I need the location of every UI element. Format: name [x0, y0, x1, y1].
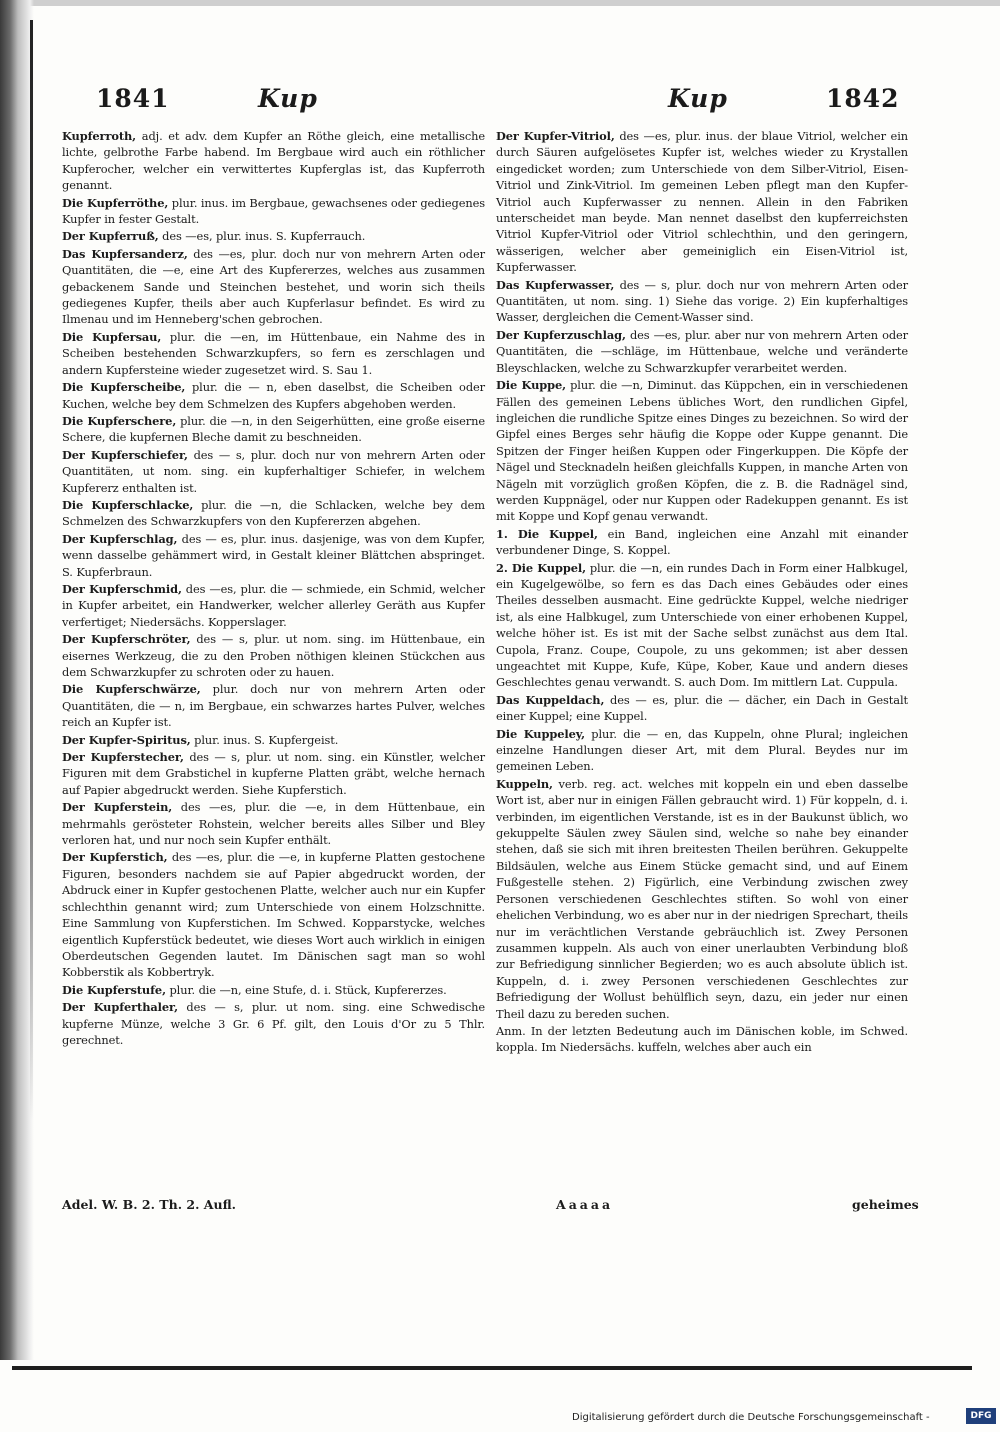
entry-headword: Die Kupfersau, — [62, 329, 162, 344]
entry-text: des — s, plur. doch nur von mehrern Arten oder Quantitäten, ut nom. sing. ein kupferhaltiger Schiefer, in welchem Kupfererz enthalten ist. — [62, 447, 485, 495]
dictionary-entry — [62, 447, 485, 496]
entry-text: plur. die —n, in den Seigerhütten, eine große eiserne Schere, die kupfernen Bleche damit zu beschneiden. — [62, 413, 485, 445]
scan-top-edge — [0, 0, 1000, 6]
dictionary-entry — [496, 692, 908, 725]
dictionary-entry — [62, 749, 485, 798]
entry-text: Anm. In der letzten Bedeutung auch im Dänischen koble, im Schwed. koppla. Im Niedersächs. kuffeln, welches aber auch ein — [496, 1023, 908, 1055]
entry-text: plur. die —n, eine Stufe, d. i. Stück, Kupfererzes. — [169, 982, 447, 997]
entry-text: des — s, plur. ut nom. sing. ein Künstler, welcher Figuren mit dem Grabstichel in kupferne Platten gräbt, welche hernach auf Papier abgedruckt werden. Siehe Kupferstich. — [62, 750, 486, 797]
entry-text: des — s, plur. doch nur von mehrern Arten oder Quantitäten, ut nom. sing. 1) Siehe das vorige. 2) Ein kupferhaltiges Wasser, dergleichen die Cement-Wasser sind. — [496, 277, 908, 325]
dictionary-entry — [496, 1023, 908, 1056]
scan-bottom-edge — [12, 1366, 972, 1370]
entry-text: verb. reg. act. welches mit koppeln ein und eben dasselbe Wort ist, aber nur in einigen Fällen gebraucht wird. 1) Für koppeln, d. i. verbinden, im eigentlichen Verstande, ist es in der Baukunst üblich, wo gekuppelte Säulen zwey Säulen sind, welche so nahe bey einander stehen, daß sie sich mit ihren breitesten Theilen berühren. Gekuppelte Bildsäulen, welche aus Einem Stücke gemacht sind, und auf Einem Fußgestelle stehen. 2) Figürlich, eine Verbindung zwischen zwey Personen verschiedenen Geschlechtes stiften. So wohl von einer ehelichen Verbindung, wo es aber nur in der niedrigen Sprechart, theils nur im verächtlichen Verstande gebräuchlich ist. Zwey Personen zusammen kuppeln. Als auch von einer unerlaubten Verbindung bloß zur Befriedigung sinnlicher Begierden; wo es auch absolute üblich ist. Kuppeln, d. i. zwey Personen verschiedenen Geschlechtes zur Befriedigung der Wollust behülflich seyn, dazu, ein jeder nur einen Theil dazu zu bereden suchen. — [496, 776, 908, 1021]
dictionary-entry — [62, 982, 485, 998]
left-column — [62, 128, 485, 1049]
dictionary-entry — [62, 732, 485, 748]
entry-headword: Kuppeln, — [496, 776, 553, 791]
entry-text: des — s, plur. ut nom. sing. eine Schwedische kupferne Münze, welche 3 Gr. 6 Pf. gilt, den Louis d'Or zu 5 Thlr. gerechnet. — [62, 1000, 485, 1047]
entry-headword: Die Kupferröthe, — [62, 195, 169, 210]
entry-headword: Der Kupferruß, — [62, 229, 159, 244]
entry-headword: Kupferroth, — [62, 129, 137, 143]
entry-text: adj. et adv. dem Kupfer an Röthe gleich, eine metallische lichte, gelbrothe Farbe habend. Im Bergbaue wird auch ein röthlicher Kupferocher, welcher ein verwittertes Kupferglas ist, das Kupferroth genannt. — [62, 129, 485, 193]
entry-headword: Die Kupferstufe, — [62, 982, 166, 997]
entry-headword: 1. Die Kuppel, — [496, 526, 598, 541]
running-head-right: Kup — [668, 84, 728, 113]
dictionary-entry — [496, 526, 908, 559]
right-column — [496, 128, 908, 1057]
entry-text: plur. doch nur von mehrern Arten oder Quantitäten, die — n, im Bergbaue, ein schwarzes hartes Pulver, welches reich an Kupfer ist. — [62, 682, 485, 730]
dictionary-entry — [62, 246, 485, 328]
page-number-right: 1842 — [826, 84, 900, 113]
dictionary-entry — [496, 327, 908, 376]
entry-headword: Die Kupferscheibe, — [62, 380, 186, 395]
entry-text: des —es, plur. die —e, in dem Hüttenbaue, ein mehrmahls gerösteter Rohstein, welcher bereits alles Silber und Bley verloren hat, und nur noch sein Kupfer enthält. — [62, 800, 485, 848]
entry-headword: Der Kupferstich, — [62, 850, 168, 865]
entry-text: des — es, plur. inus. dasjenige, was von dem Kupfer, wenn dasselbe gehämmert wird, in Gestalt kleiner Blättchen abspringet. S. Kupferbraun. — [62, 531, 485, 579]
entry-headword: Der Kupferschlag, — [62, 531, 178, 546]
entry-text: des —es, plur. inus. S. Kupferrauch. — [162, 229, 366, 244]
entry-headword: Der Kupferschiefer, — [62, 447, 188, 462]
entry-text: des — s, plur. ut nom. sing. im Hüttenbaue, ein eisernes Werkzeug, die zu den Proben nöthigen kleinen Stückchen aus dem Schwarzkupfer zu schroten oder zu hauen. — [62, 632, 485, 679]
entry-headword: Die Kupferschere, — [62, 413, 177, 428]
entry-headword: Der Kupferstein, — [62, 800, 173, 815]
dictionary-entry — [62, 379, 485, 412]
entry-headword: Die Kuppe, — [496, 378, 567, 393]
entry-text: des —es, plur. die — schmiede, ein Schmid, welcher in Kupfer arbeitet, ein Handwerker, welcher allerley Geräth aus Kupfer verfertiget; Niedersächs. Kopperslager. — [62, 581, 485, 629]
entry-text: plur. die — en, das Kuppeln, ohne Plural; ingleichen einzelne Handlungen dieser Art, mit dem Plural. Beydes nur im gemeinen Leben. — [496, 726, 908, 774]
dictionary-entry — [496, 277, 908, 326]
entry-text: des — es, plur. die — dächer, ein Dach in Gestalt einer Kuppel; eine Kuppel. — [496, 692, 908, 724]
entry-headword: Der Kupferschmid, — [62, 581, 182, 596]
entry-text: plur. die —n, Diminut. das Küppchen, ein in verschiedenen Fällen des gemeinen Lebens übliches Wort, den rundlichen Gipfel, ingleichen die rundliche Spitze eines Dinges zu bezeichnen. So wird der Gipfel eines Berges sehr häufig die Koppe oder Kuppe genannt. Die Spitzen der Finger heißen Kuppen oder Fingerkuppen. Die Köpfe der Nägel und Stecknadeln heißen gleichfalls Kuppen, in manche Arten von Nägeln mit vorzüglich großen Köpfen, die z. B. die Radnägel sind, werden Kuppnägel, oder nur Kuppen oder Radekuppen genannt. Es ist mit Koppe und Kopf genau verwandt. — [496, 378, 908, 524]
dictionary-entry — [496, 776, 908, 1022]
entry-headword: Der Kupferstecher, — [62, 750, 184, 765]
running-head-left: Kup — [258, 84, 318, 113]
dictionary-entry — [62, 849, 485, 980]
dictionary-entry — [62, 329, 485, 378]
page-number-left: 1841 — [96, 84, 170, 113]
entry-text: plur. inus. S. Kupfergeist. — [194, 732, 339, 747]
entry-text: plur. die —n, ein rundes Dach in Form einer Halbkugel, ein Kugelgewölbe, so fern es das Dach eines Gebäudes oder eines Theiles desselben ausmacht. Eine gedrückte Kuppel, welche niedriger ist, als eine Halbkugel, zum Unterschiede von einer erhobenen Kuppel, welche höher ist. Es ist mit der Sache selbst zunächst aus dem Ital. Cupola, Franz. Coupe, Coupole, zu uns gekommen; ist aber dessen ungeachtet mit Kuppe, Kufe, Küpe, Kober, Kaue und andern dieses Geschlechtes genau verwandt. S. auch Dom. Im mittlern Lat. Cuppula. — [496, 560, 908, 690]
entry-text: des —es, plur. die —e, in kupferne Platten gestochene Figuren, besonders nachdem sie auf Papier abgedruckt worden, der Abdruck einer in Kupfer gestochenen Platte, welcher auch nur ein Kupfer schlechthin genannt wird; zum Unterschiede von einem Holzschnitte. Eine Sammlung von Kupferstichen. Im Schwed. Kopparstycke, welches eigentlich Kupferstück bedeutet, wie dieses Wort auch wirklich in einigen Oberdeutschen Gegenden lautet. Im Dänischen sagt man so wohl Kobberstik als Kobbertryk. — [62, 850, 485, 980]
dictionary-entry — [62, 799, 485, 848]
spine-line — [30, 20, 33, 1120]
dictionary-entry — [496, 377, 908, 525]
catchword: geheimes — [852, 1197, 919, 1212]
entry-text: plur. die — n, eben daselbst, die Scheiben oder Kuchen, welche bey dem Schmelzen des Kupfers abgehoben werden. — [62, 380, 485, 411]
entry-text: plur. die —en, im Hüttenbaue, ein Nahme des in Scheiben bestehenden Schwarzkupfers, so fern es zerschlagen und andern Kupfersteine wieder zugesetzet wird. S. Sau 1. — [62, 329, 486, 377]
entry-text: plur. die —n, die Schlacken, welche bey dem Schmelzen des Schwarzkupfers von den Kupfererzen abgehen. — [62, 497, 485, 529]
dictionary-entry — [62, 195, 485, 228]
entry-text: plur. inus. im Bergbaue, gewachsenes oder gediegenes Kupfer in fester Gestalt. — [62, 195, 486, 227]
book-spine-shadow — [0, 0, 34, 1360]
dictionary-entry — [62, 531, 485, 580]
entry-headword: Das Kupfersanderz, — [62, 246, 188, 261]
entry-headword: Die Kupferschlacke, — [62, 497, 194, 512]
dictionary-entry — [62, 128, 485, 194]
entry-headword: Das Kupferwasser, — [496, 277, 615, 292]
entry-headword: Der Kupferzuschlag, — [496, 327, 626, 342]
entry-text: ein Band, ingleichen eine Anzahl mit einander verbundener Dinge, S. Koppel. — [496, 526, 908, 558]
entry-headword: Der Kupferschröter, — [62, 632, 191, 647]
dictionary-entry — [62, 413, 485, 446]
entry-headword: Die Kuppeley, — [496, 726, 586, 741]
entry-text: des —es, plur. inus. der blaue Vitriol, welcher ein durch Säuren aufgelösetes Kupfer ist, welches wieder zu Krystallen eingedicket worden; zum Unterschiede von dem Silber-Vitriol, Eisen-Vitriol und Zink-Vitriol. Im gemeinen Leben pflegt man den Kupfer-Vitriol auch Kupferwasser zu nennen. Allein in den Fabriken unterscheidet man beyde. Man nennet daselbst den kupferreichsten Vitriol Kupfer-Vitriol oder Vitriol schlechthin, und den geringern, wässerigen, welcher aber gemeiniglich ein Eisen-Vitriol ist, Kupferwasser. — [496, 129, 908, 275]
entry-headword: Der Kupferthaler, — [62, 1000, 178, 1015]
entry-headword: Der Kupfer-Spiritus, — [62, 732, 191, 747]
dictionary-entry — [496, 560, 908, 691]
dictionary-entry — [62, 631, 485, 680]
dfg-logo: DFG — [966, 1408, 996, 1424]
entry-text: des —es, plur. aber nur von mehrern Arten oder Quantitäten, die —schläge, im Hüttenbaue, welche und veränderte Bleyschlacken, welche zu Schwarzkupfer verarbeitet werden. — [496, 327, 908, 375]
dictionary-entry — [62, 681, 485, 730]
entry-headword: Die Kupferschwärze, — [62, 682, 201, 697]
dictionary-entry — [62, 581, 485, 630]
dictionary-entry — [62, 999, 485, 1048]
dictionary-entry — [62, 228, 485, 244]
entry-text: des —es, plur. doch nur von mehrern Arten oder Quantitäten, die —e, eine Art des Kupfererzes, welches aus zusammen gebackenem Sande und Steinchen bestehet, und worin sich theils gediegenes Kupfer, theils aber auch Kupferlasur befindet. Es wird zu Ilmenau und im Henneberg'schen gebrochen. — [62, 246, 485, 327]
dictionary-entry — [62, 497, 485, 530]
signature-line: Adel. W. B. 2. Th. 2. Aufl. — [62, 1197, 237, 1212]
entry-headword: Das Kuppeldach, — [496, 692, 605, 707]
dictionary-entry — [496, 726, 908, 775]
dictionary-entry — [496, 128, 908, 276]
signature-mark: Aaaaa — [556, 1197, 614, 1212]
digitization-credit: Digitalisierung gefördert durch die Deutsche Forschungsgemeinschaft - — [572, 1412, 930, 1423]
entry-headword: 2. Die Kuppel, — [496, 560, 586, 575]
entry-headword: Der Kupfer-Vitriol, — [496, 129, 615, 143]
